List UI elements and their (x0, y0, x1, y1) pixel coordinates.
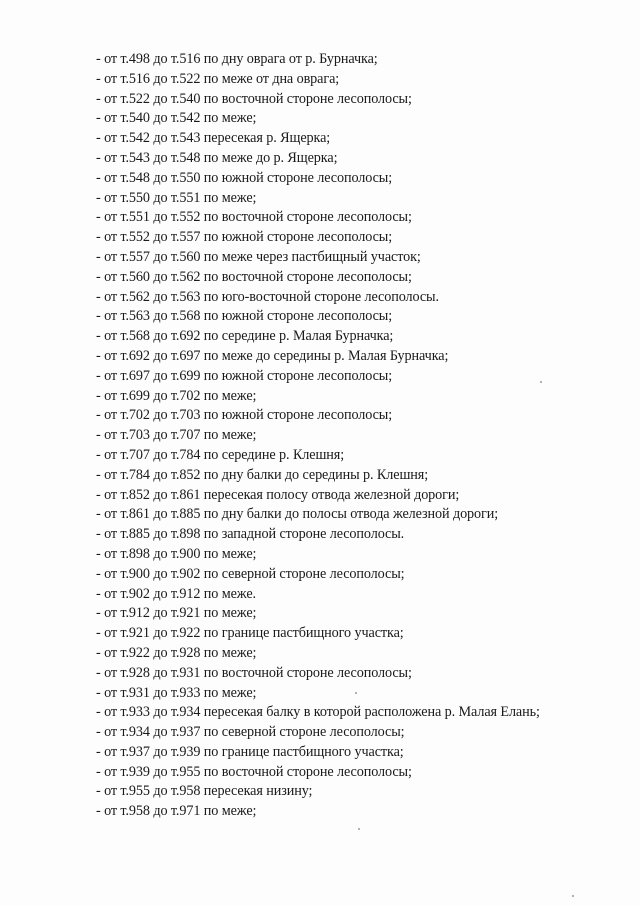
boundary-line: - от т.563 до т.568 по южной стороне лесополосы; (96, 308, 393, 325)
scan-speck (358, 828, 360, 830)
boundary-line: - от т.900 до т.902 по северной стороне лесополосы; (96, 565, 405, 582)
boundary-line: - от т.542 до т.543 пересекая р. Ящерка; (96, 130, 331, 147)
boundary-line: - от т.934 до т.937 по северной стороне лесополосы; (96, 724, 405, 741)
boundary-line: - от т.922 до т.928 по меже; (96, 644, 257, 661)
boundary-line: - от т.498 до т.516 по дну оврага от р. Бурначка; (96, 51, 378, 67)
boundary-line: - от т.557 до т.560 по меже через пастбищный участок; (96, 248, 421, 265)
boundary-line: - от т.928 до т.931 по восточной стороне лесополосы; (96, 664, 412, 681)
boundary-line: - от т.898 до т.900 по меже; (96, 545, 257, 562)
boundary-line: - от т.551 до т.552 по восточной стороне лесополосы; (96, 209, 412, 226)
boundary-line: - от т.958 до т.971 по меже; (96, 803, 257, 820)
boundary-line: - от т.699 до т.702 по меже; (96, 387, 257, 404)
boundary-line: - от т.560 до т.562 по восточной стороне лесополосы; (96, 268, 412, 285)
boundary-line: - от т.939 до т.955 по восточной стороне лесополосы; (96, 763, 412, 780)
boundary-line: - от т.912 до т.921 по меже; (96, 605, 257, 622)
boundary-line: - от т.548 до т.550 по южной стороне лесополосы; (96, 169, 393, 186)
scan-speck (572, 895, 574, 897)
boundary-line: - от т.902 до т.912 по меже. (96, 585, 256, 602)
boundary-line: - от т.692 до т.697 по меже до середины р. Малая Бурначка; (96, 347, 449, 364)
boundary-line: - от т.550 до т.551 по меже; (96, 189, 257, 206)
boundary-line: - от т.707 до т.784 по середине р. Клешня; (96, 446, 345, 463)
boundary-line: - от т.852 до т.861 пересекая полосу отвода железной дороги; (96, 486, 460, 503)
boundary-description-list (96, 50, 540, 822)
boundary-line: - от т.861 до т.885 по дну балки до полосы отвода железной дороги; (96, 506, 499, 523)
boundary-line: - от т.543 до т.548 по меже до р. Ящерка; (96, 149, 338, 166)
boundary-line: - от т.562 до т.563 по юго-восточной стороне лесополосы. (96, 288, 439, 305)
boundary-line: - от т.933 до т.934 пересекая балку в которой расположена р. Малая Елань; (96, 704, 540, 721)
boundary-line: - от т.931 до т.933 по меже; (96, 684, 257, 701)
boundary-line: - от т.703 до т.707 по меже; (96, 427, 257, 444)
boundary-line: - от т.540 до т.542 по меже; (96, 110, 257, 127)
boundary-line: - от т.955 до т.958 пересекая низину; (96, 783, 313, 800)
boundary-line: - от т.568 до т.692 по середине р. Малая Бурначка; (96, 328, 394, 345)
boundary-line: - от т.516 до т.522 по меже от дна оврага; (96, 70, 340, 87)
boundary-line: - от т.552 до т.557 по южной стороне лесополосы; (96, 229, 393, 246)
boundary-line: - от т.522 до т.540 по восточной стороне лесополосы; (96, 90, 412, 107)
boundary-line: - от т.937 до т.939 по границе пастбищного участка; (96, 743, 404, 760)
scan-speck (540, 381, 542, 383)
boundary-line: - от т.921 до т.922 по границе пастбищного участка; (96, 625, 404, 642)
boundary-line: - от т.784 до т.852 по дну балки до середины р. Клешня; (96, 466, 429, 483)
boundary-line: - от т.702 до т.703 по южной стороне лесополосы; (96, 407, 393, 424)
scan-speck (355, 692, 357, 694)
boundary-line: - от т.697 до т.699 по южной стороне лесополосы; (96, 367, 393, 384)
boundary-line: - от т.885 до т.898 по западной стороне лесополосы. (96, 526, 405, 543)
